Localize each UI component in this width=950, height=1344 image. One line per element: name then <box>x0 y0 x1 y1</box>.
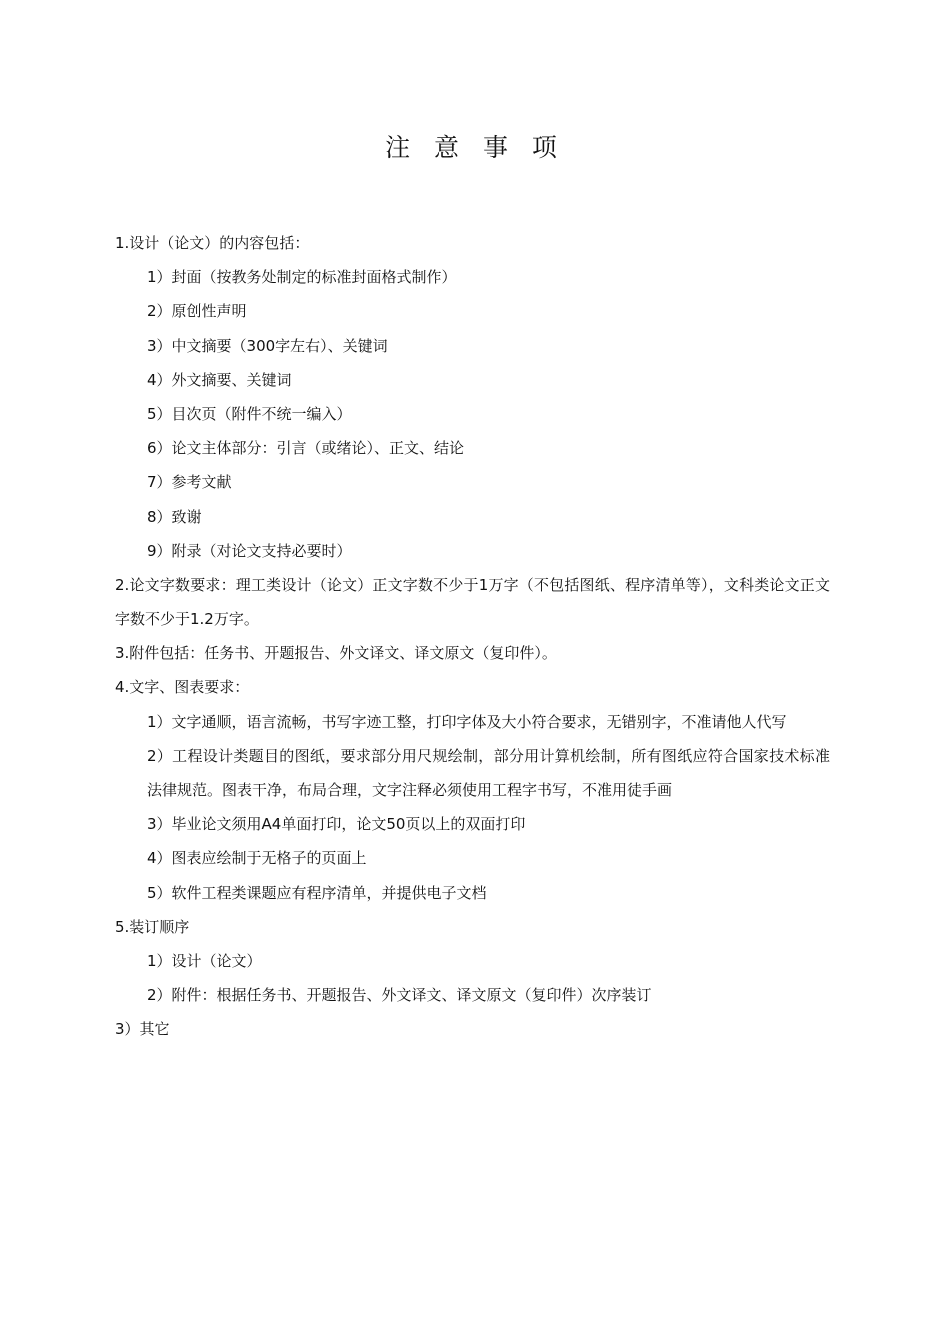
section-2-paragraph: 2.论文字数要求：理工类设计（论文）正文字数不少于1万字（不包括图纸、程序清单等），文科类论文正文字数不少于1.2万字。 <box>115 575 830 629</box>
list-item: 8）致谢 <box>147 507 202 526</box>
list-item: 3）中文摘要（300字左右）、关键词 <box>147 336 388 355</box>
list-item: 9）附录（对论文支持必要时） <box>147 541 352 560</box>
list-item: 4）图表应绘制于无格子的页面上 <box>147 849 367 868</box>
list-item: 5）目次页（附件不统一编入） <box>147 404 352 423</box>
section-4-heading: 4.文字、图表要求： <box>115 678 250 697</box>
list-item: 4）外文摘要、关键词 <box>147 370 292 389</box>
list-item: 1）封面（按教务处制定的标准封面格式制作） <box>147 268 457 287</box>
list-item: 5）软件工程类课题应有程序清单，并提供电子文档 <box>147 883 487 902</box>
list-item: 2）工程设计类题目的图纸，要求部分用尺规绘制，部分用计算机绘制，所有图纸应符合国家技术标准法律规范。图表干净，布局合理，文字注释必须使用工程字书写，不准用徒手画 <box>147 746 830 800</box>
list-item: 2）原创性声明 <box>147 302 247 321</box>
list-item: 1）文字通顺，语言流畅，书写字迹工整，打印字体及大小符合要求，无错别字，不准请他人代写 <box>147 712 787 731</box>
list-item: 3）毕业论文须用A4单面打印，论文50页以上的双面打印 <box>147 815 526 834</box>
section-5-heading: 5.装订顺序 <box>115 917 190 936</box>
notice-content <box>115 226 830 1047</box>
list-item: 6）论文主体部分：引言（或绪论）、正文、结论 <box>147 439 465 458</box>
page-title: 注 意 事 项 <box>385 133 565 162</box>
list-item: 1）设计（论文） <box>147 952 262 971</box>
list-item: 3）其它 <box>115 1020 170 1039</box>
section-3-paragraph: 3.附件包括：任务书、开题报告、外文译文、译文原文（复印件）。 <box>115 644 557 663</box>
list-item: 2）附件：根据任务书、开题报告、外文译文、译文原文（复印件）次序装订 <box>147 986 652 1005</box>
section-1-heading: 1.设计（论文）的内容包括： <box>115 234 310 252</box>
list-item: 7）参考文献 <box>147 473 232 492</box>
